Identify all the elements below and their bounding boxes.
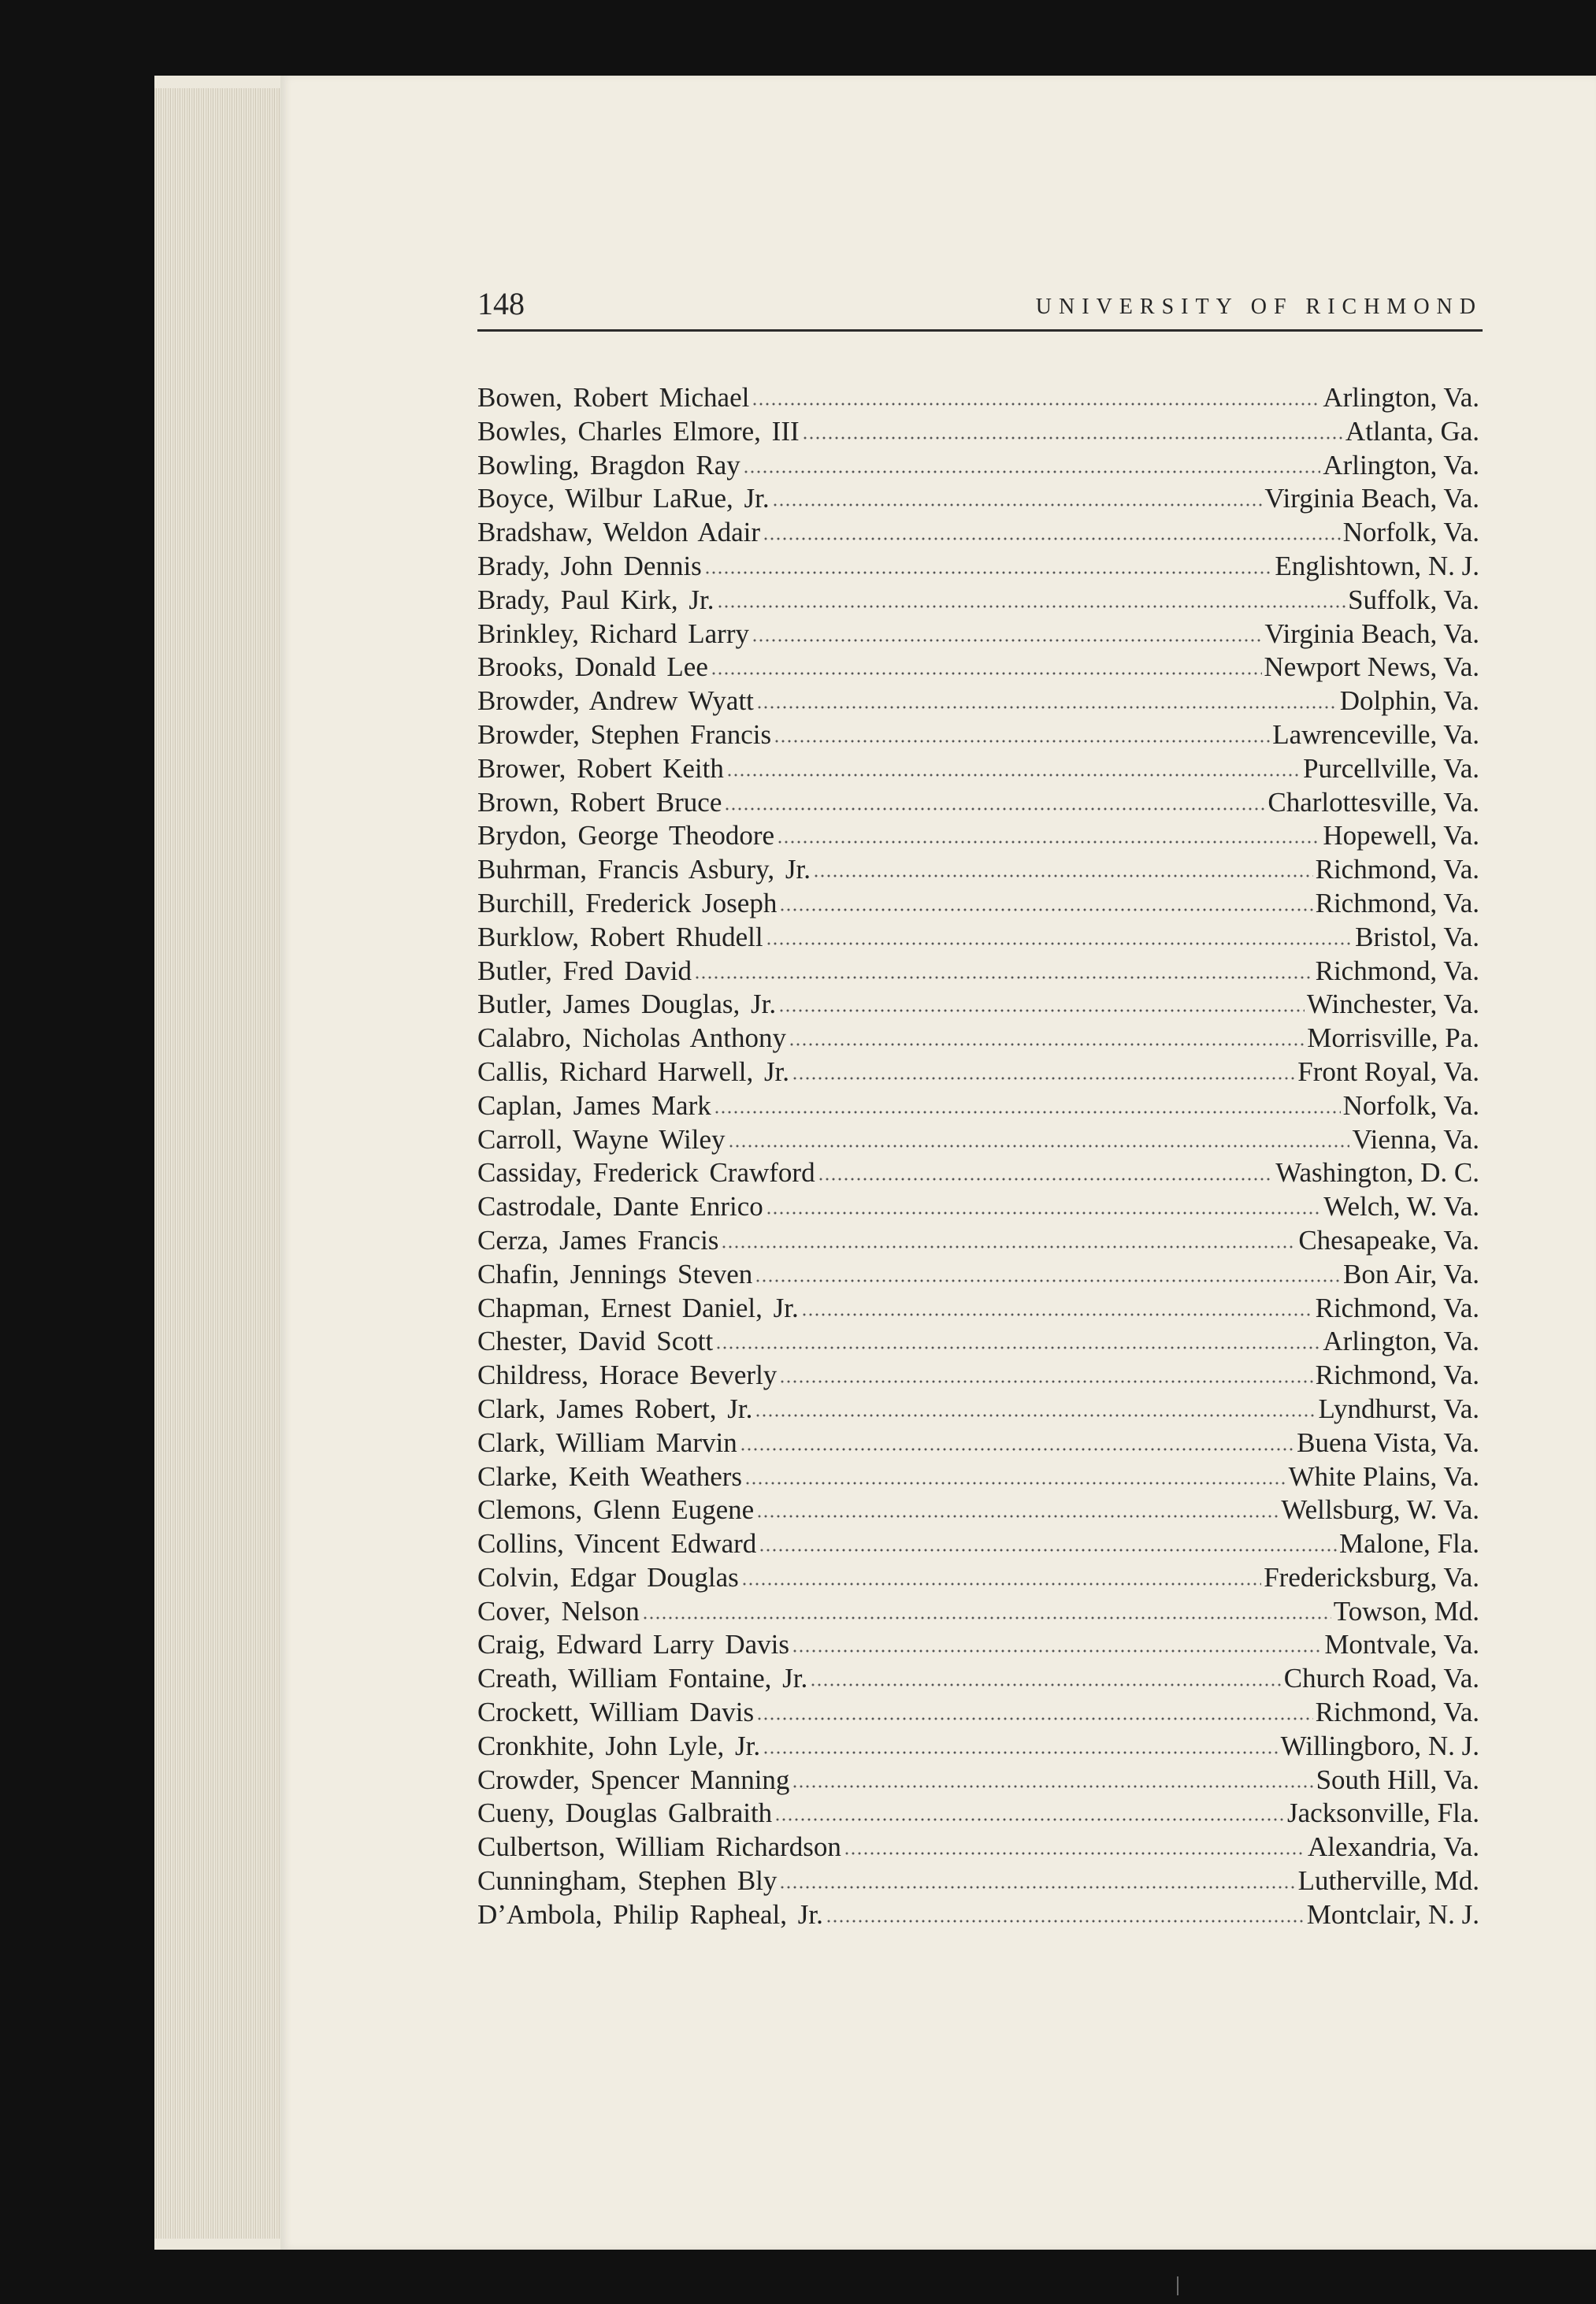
dot-leader <box>766 1204 1321 1215</box>
student-name: Collins, Vincent Edward <box>477 1528 757 1560</box>
student-name: Chester, David Scott <box>477 1326 714 1357</box>
hometown: Vienna, Va. <box>1352 1123 1479 1155</box>
list-item <box>477 1696 1479 1730</box>
list-item <box>477 381 1479 415</box>
list-item <box>477 955 1479 989</box>
list-item <box>477 1190 1479 1224</box>
hometown: Church Road, Va. <box>1283 1663 1479 1694</box>
dot-leader <box>759 1542 1337 1553</box>
list-item <box>477 1325 1479 1359</box>
hometown: Richmond, Va. <box>1315 955 1479 986</box>
hometown: Malone, Fla. <box>1339 1528 1479 1560</box>
dot-leader <box>755 1407 1316 1418</box>
student-name: Caplan, James Mark <box>477 1089 711 1121</box>
hometown: Buena Vista, Va. <box>1297 1427 1479 1458</box>
hometown: Richmond, Va. <box>1315 887 1479 918</box>
dot-leader <box>778 1002 1305 1013</box>
list-item <box>477 1258 1479 1292</box>
list-item <box>477 1359 1479 1393</box>
student-name: Clemons, Glenn Eugene <box>477 1494 755 1526</box>
dot-leader <box>752 632 1262 643</box>
student-name: Brown, Robert Bruce <box>477 786 722 818</box>
student-name: Chafin, Jennings Steven <box>477 1258 753 1289</box>
student-name: Clarke, Keith Weathers <box>477 1460 743 1492</box>
student-name: Callis, Richard Harwell, Jr. <box>477 1056 790 1087</box>
student-name: Burchill, Frederick Joseph <box>477 887 778 918</box>
hometown: Norfolk, Va. <box>1342 1089 1479 1121</box>
student-name: Bradshaw, Weldon Adair <box>477 517 761 548</box>
list-item <box>477 1224 1479 1258</box>
list-item <box>477 415 1479 449</box>
list-item <box>477 1730 1479 1764</box>
student-name: Bowling, Bragdon Ray <box>477 449 740 480</box>
dot-leader <box>766 935 1353 946</box>
student-name: Cronkhite, John Lyle, Jr. <box>477 1730 761 1761</box>
hometown: Lyndhurst, Va. <box>1318 1393 1479 1424</box>
page-header <box>477 280 1483 336</box>
dot-leader <box>792 1642 1322 1653</box>
dot-leader <box>756 1710 1313 1721</box>
student-name: Brower, Robert Keith <box>477 752 724 784</box>
student-name: Cerza, James Francis <box>477 1224 719 1256</box>
list-item <box>477 516 1479 550</box>
student-name: Crockett, William Davis <box>477 1697 755 1728</box>
list-item <box>477 819 1479 853</box>
list-item <box>477 449 1479 483</box>
student-name: Carroll, Wayne Wiley <box>477 1123 726 1155</box>
list-item <box>477 718 1479 752</box>
dot-leader <box>714 1104 1341 1115</box>
hometown: Suffolk, Va. <box>1348 584 1479 615</box>
dot-leader <box>802 429 1343 440</box>
student-name: Childress, Horace Beverly <box>477 1360 778 1391</box>
student-name: Calabro, Nicholas Anthony <box>477 1022 787 1054</box>
hometown: Winchester, Va. <box>1306 989 1479 1020</box>
list-item <box>477 1493 1479 1527</box>
student-name: Brooks, Donald Lee <box>477 651 708 683</box>
list-item <box>477 482 1479 516</box>
dot-leader <box>715 1339 1320 1350</box>
student-name: Buhrman, Francis Asbury, Jr. <box>477 854 811 885</box>
hometown: Montclair, N. J. <box>1306 1898 1479 1930</box>
list-item <box>477 1056 1479 1089</box>
dot-leader <box>844 1845 1305 1856</box>
student-name: Cassiday, Frederick Crawford <box>477 1157 815 1189</box>
student-name: Colvin, Edgar Douglas <box>477 1561 739 1593</box>
list-item <box>477 651 1479 685</box>
dot-leader <box>810 1676 1282 1687</box>
dot-leader <box>774 1811 1285 1822</box>
hometown: Richmond, Va. <box>1315 854 1479 885</box>
list-item <box>477 584 1479 618</box>
dot-leader <box>792 1778 1313 1789</box>
student-name: Clark, William Marvin <box>477 1427 737 1458</box>
header-rule <box>477 329 1483 332</box>
dot-leader <box>763 1744 1279 1755</box>
dot-leader <box>756 1508 1279 1519</box>
list-item <box>477 921 1479 955</box>
list-item <box>477 1393 1479 1427</box>
dot-leader <box>740 1441 1294 1452</box>
hometown: Chesapeake, Va. <box>1298 1224 1479 1256</box>
dot-leader <box>752 395 1320 406</box>
student-name: Brady, John Dennis <box>477 550 702 581</box>
hometown: Arlington, Va. <box>1323 1326 1479 1357</box>
dot-leader <box>779 1373 1312 1384</box>
hometown: Richmond, Va. <box>1315 1360 1479 1391</box>
list-item <box>477 1797 1479 1831</box>
list-item <box>477 1427 1479 1460</box>
student-name: Boyce, Wilbur LaRue, Jr. <box>477 483 770 514</box>
list-item <box>477 887 1479 921</box>
list-item <box>477 786 1479 820</box>
list-item <box>477 1561 1479 1595</box>
student-name: Cover, Nelson <box>477 1595 640 1627</box>
student-name: Crowder, Spencer Manning <box>477 1764 790 1795</box>
list-item <box>477 1527 1479 1561</box>
hometown: White Plains, Va. <box>1288 1460 1479 1492</box>
student-name: Clark, James Robert, Jr. <box>477 1393 753 1424</box>
hometown: Charlottesville, Va. <box>1268 786 1479 818</box>
hometown: Newport News, Va. <box>1264 651 1479 683</box>
student-name: Cueny, Douglas Galbraith <box>477 1798 773 1829</box>
hometown: Fredericksburg, Va. <box>1264 1561 1479 1593</box>
hometown: Morrisville, Pa. <box>1307 1022 1479 1054</box>
student-name: Cunningham, Stephen Bly <box>477 1865 778 1897</box>
student-name: Culbertson, William Richardson <box>477 1831 841 1863</box>
list-item <box>477 618 1479 651</box>
student-name: Brinkley, Richard Larry <box>477 618 749 649</box>
hometown: Lawrenceville, Va. <box>1272 718 1479 750</box>
dot-leader <box>756 699 1338 710</box>
dot-leader <box>777 833 1320 844</box>
dot-leader <box>813 867 1313 878</box>
student-name: Bowles, Charles Elmore, III <box>477 415 800 447</box>
hometown: Bon Air, Va. <box>1343 1258 1479 1289</box>
hometown: Englishtown, N. J. <box>1275 550 1479 581</box>
hometown: Norfolk, Va. <box>1342 517 1479 548</box>
hometown: Bristol, Va. <box>1355 921 1479 952</box>
hometown: Willingboro, N. J. <box>1280 1730 1479 1761</box>
page-number: 148 <box>477 286 525 321</box>
hometown: South Hill, Va. <box>1316 1764 1479 1795</box>
dot-leader <box>726 766 1301 777</box>
dot-leader <box>818 1171 1274 1182</box>
dot-leader <box>789 1036 1305 1047</box>
hometown: Arlington, Va. <box>1323 449 1479 480</box>
hometown: Atlanta, Ga. <box>1345 415 1479 447</box>
list-item <box>477 685 1479 718</box>
dot-leader <box>724 800 1265 811</box>
student-name: Brydon, George Theodore <box>477 820 775 851</box>
dot-leader <box>694 969 1313 980</box>
hometown: Arlington, Va. <box>1323 382 1479 413</box>
hometown: Richmond, Va. <box>1315 1292 1479 1323</box>
hometown: Towson, Md. <box>1333 1595 1479 1627</box>
dot-leader <box>728 1137 1350 1148</box>
list-item <box>477 550 1479 584</box>
dot-leader <box>755 1272 1341 1283</box>
dot-leader <box>779 901 1312 912</box>
dot-leader <box>642 1609 1331 1620</box>
student-name: Castrodale, Dante Enrico <box>477 1191 763 1222</box>
dot-leader <box>743 463 1321 474</box>
hometown: Front Royal, Va. <box>1297 1056 1479 1087</box>
hometown: Alexandria, Va. <box>1307 1831 1479 1863</box>
list-item <box>477 1595 1479 1629</box>
hometown: Hopewell, Va. <box>1323 820 1479 851</box>
student-name: Browder, Stephen Francis <box>477 718 772 750</box>
list-item <box>477 1864 1479 1898</box>
list-item <box>477 1022 1479 1056</box>
dot-leader <box>741 1575 1261 1586</box>
student-name: Burklow, Robert Rhudell <box>477 921 763 952</box>
dot-leader <box>826 1913 1305 1924</box>
list-item <box>477 988 1479 1022</box>
dot-leader <box>792 1070 1295 1081</box>
dot-leader <box>717 598 1346 609</box>
running-head: UNIVERSITY OF RICHMOND <box>1035 295 1483 319</box>
list-item <box>477 1898 1479 1932</box>
student-name: Butler, Fred David <box>477 955 692 986</box>
hometown: Virginia Beach, Va. <box>1264 618 1479 649</box>
dot-leader <box>721 1238 1296 1249</box>
hometown: Welch, W. Va. <box>1323 1191 1479 1222</box>
list-item <box>477 1292 1479 1326</box>
hometown: Jacksonville, Fla. <box>1287 1798 1479 1829</box>
dot-leader <box>772 496 1263 507</box>
scan-mark <box>1177 2276 1178 2295</box>
dot-leader <box>704 564 1273 575</box>
list-item <box>477 1123 1479 1157</box>
list-item <box>477 1156 1479 1190</box>
student-name: Creath, William Fontaine, Jr. <box>477 1663 808 1694</box>
student-name: Browder, Andrew Wyatt <box>477 685 754 717</box>
student-name: Craig, Edward Larry Davis <box>477 1629 789 1660</box>
dot-leader <box>744 1475 1286 1486</box>
hometown: Lutherville, Md. <box>1297 1865 1479 1897</box>
list-item <box>477 752 1479 786</box>
list-item <box>477 853 1479 887</box>
dot-leader <box>711 665 1262 676</box>
student-name: Bowen, Robert Michael <box>477 382 750 413</box>
list-item <box>477 1460 1479 1494</box>
list-item <box>477 1628 1479 1662</box>
book-page-edges <box>154 88 280 2239</box>
dot-leader <box>779 1879 1295 1890</box>
list-item <box>477 1831 1479 1864</box>
dot-leader <box>801 1306 1313 1317</box>
hometown: Virginia Beach, Va. <box>1264 483 1479 514</box>
hometown: Richmond, Va. <box>1315 1697 1479 1728</box>
student-name: Brady, Paul Kirk, Jr. <box>477 584 714 615</box>
student-name: Chapman, Ernest Daniel, Jr. <box>477 1292 799 1323</box>
dot-leader <box>763 530 1341 541</box>
list-item <box>477 1764 1479 1798</box>
dot-leader <box>774 733 1270 744</box>
hometown: Purcellville, Va. <box>1303 752 1479 784</box>
student-directory-list <box>477 381 1479 1932</box>
list-item <box>477 1089 1479 1123</box>
hometown: Dolphin, Va. <box>1339 685 1479 717</box>
list-item <box>477 1662 1479 1696</box>
student-name: D’Ambola, Philip Rapheal, Jr. <box>477 1898 823 1930</box>
hometown: Wellsburg, W. Va. <box>1281 1494 1479 1526</box>
student-name: Butler, James Douglas, Jr. <box>477 989 777 1020</box>
hometown: Montvale, Va. <box>1324 1629 1479 1660</box>
hometown: Washington, D. C. <box>1275 1157 1479 1189</box>
